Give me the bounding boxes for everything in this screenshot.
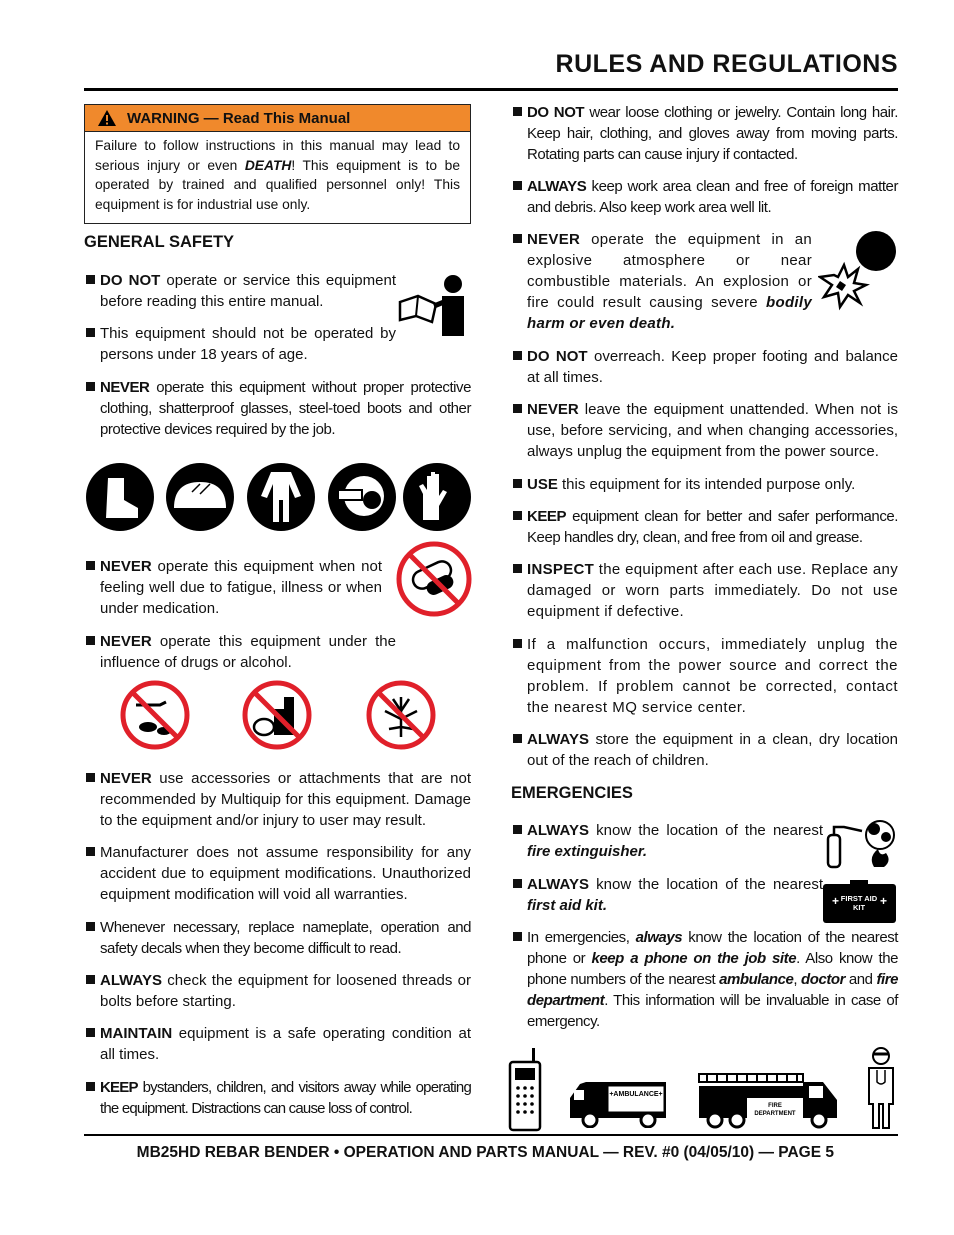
list-item: ALWAYS know the location of the nearest fire extinguisher. <box>511 820 823 862</box>
list-item: MAINTAIN equipment is a safe operating condition at all times. <box>84 1023 471 1065</box>
list-item: INSPECT the equipment after each use. Replace any damaged or worn parts immediately. Do not use equipment if defective. <box>511 559 898 622</box>
fire-extinguisher-icon <box>824 815 898 869</box>
warning-text: Failure to follow instructions in this manual may lead to serious injury or even DEATH! This equipment is to be operated by trained and qualified personnel only! This equipment is for industrial use only. <box>95 138 460 212</box>
doctor-icon <box>863 1046 899 1130</box>
list-item: In emergencies, always know the location of the nearest phone or keep a phone on the job site. Also know the phone numbers of the nearest ambulance, doctor and fire department. This information will be invaluable in case of emergency. <box>511 927 898 1032</box>
list-item: This equipment should not be operated by persons under 18 years of age. <box>84 323 396 365</box>
first-aid-label: FIRST AID <box>840 894 878 903</box>
safety-glasses-ear-protection-icon <box>326 462 398 532</box>
list-item: DO NOT wear loose clothing or jewelry. Contain long hair. Keep hair, clothing, and gloves away from moving parts. Rotating parts can cause injury if contacted. <box>511 102 898 165</box>
warning-heading: WARNING — Read This Manual <box>127 109 351 127</box>
list-item: If a malfunction occurs, immediately unplug the equipment from the power source and correct the problem. If problem cannot be corrected, contact the nearest MQ service center. <box>511 634 898 718</box>
list-item: NEVER use accessories or attachments that are not recommended by Multiquip for this equipment. Damage to the equipment and/or injury to user may result. <box>84 768 471 831</box>
svg-text:+: + <box>832 894 840 908</box>
no-alcohol-icon <box>240 679 314 751</box>
list-item: KEEP equipment clean for better and safer performance. Keep handles dry, clean, and free from oil and grease. <box>511 506 898 548</box>
warning-triangle-icon <box>97 109 117 127</box>
protective-coveralls-icon <box>245 462 317 532</box>
list-item: NEVER leave the equipment unattended. When not is use, before servicing, and when changing accessories, always unplug the equipment from the power source. <box>511 399 898 462</box>
kit-label: KIT <box>852 903 866 912</box>
safety-gloves-icon <box>401 462 473 532</box>
page-title: RULES AND REGULATIONS <box>555 50 898 78</box>
safety-boots-icon <box>84 462 156 532</box>
list-item: ALWAYS check the equipment for loosened threads or bolts before starting. <box>84 970 471 1012</box>
list-item: ALWAYS know the location of the nearest first aid kit. <box>511 874 823 916</box>
explosion-icon <box>818 225 898 311</box>
no-drugs-icon <box>118 679 192 751</box>
footer-rule <box>84 1134 898 1136</box>
list-item: Whenever necessary, replace nameplate, operation and safety decals when they become difficult to read. <box>84 917 471 959</box>
general-safety-heading: GENERAL SAFETY <box>84 233 235 251</box>
warning-box <box>84 104 471 224</box>
list-item: USE this equipment for its intended purpose only. <box>511 474 898 495</box>
department-label: DEPARTMENT <box>754 1111 796 1117</box>
list-item: ALWAYS keep work area clean and free of foreign matter and debris. Also keep work area well lit. <box>511 176 898 218</box>
warning-header <box>85 105 470 132</box>
ambulance-label: +AMBULANCE+ <box>609 1091 663 1098</box>
list-item: NEVER operate the equipment in an explosive atmosphere or near combustible materials. An explosion or fire could result causing severe bodily harm or even death. <box>511 229 812 334</box>
list-item: NEVER operate this equipment when not feeling well due to fatigue, illness or when under medication. <box>84 556 382 619</box>
person-reading-manual-icon <box>398 272 472 338</box>
no-marijuana-icon <box>364 679 438 751</box>
list-item: DO NOT operate or service this equipment before reading this entire manual. <box>84 270 396 312</box>
fire-truck-icon <box>697 1070 839 1130</box>
fire-label: FIRE <box>768 1103 782 1109</box>
svg-text:+: + <box>880 894 888 908</box>
list-item: Manufacturer does not assume responsibility for any accident due to equipment modifications. Unauthorized equipment modification will void all warranties. <box>84 842 471 905</box>
no-medication-icon <box>394 540 474 618</box>
list-item: ALWAYS store the equipment in a clean, dry location out of the reach of children. <box>511 729 898 771</box>
first-aid-kit-icon <box>822 880 897 924</box>
mobile-phone-icon <box>508 1048 544 1132</box>
list-item: DO NOT overreach. Keep proper footing and balance at all times. <box>511 346 898 388</box>
emergencies-heading: EMERGENCIES <box>511 784 633 802</box>
list-item: NEVER operate this equipment without proper protective clothing, shatterproof glasses, steel-toed boots and other protective devices required by the job. <box>84 377 471 440</box>
hard-hat-icon <box>164 462 236 532</box>
list-item: KEEP bystanders, children, and visitors away while operating the equipment. Distractions can cause loss of control. <box>84 1077 471 1119</box>
page-footer: MB25HD REBAR BENDER • OPERATION AND PARTS MANUAL — REV. #0 (04/05/10) — PAGE 5 <box>136 1144 834 1161</box>
list-item: NEVER operate this equipment under the influence of drugs or alcohol. <box>84 631 396 673</box>
ambulance-icon <box>568 1076 668 1128</box>
header-rule <box>84 88 898 91</box>
